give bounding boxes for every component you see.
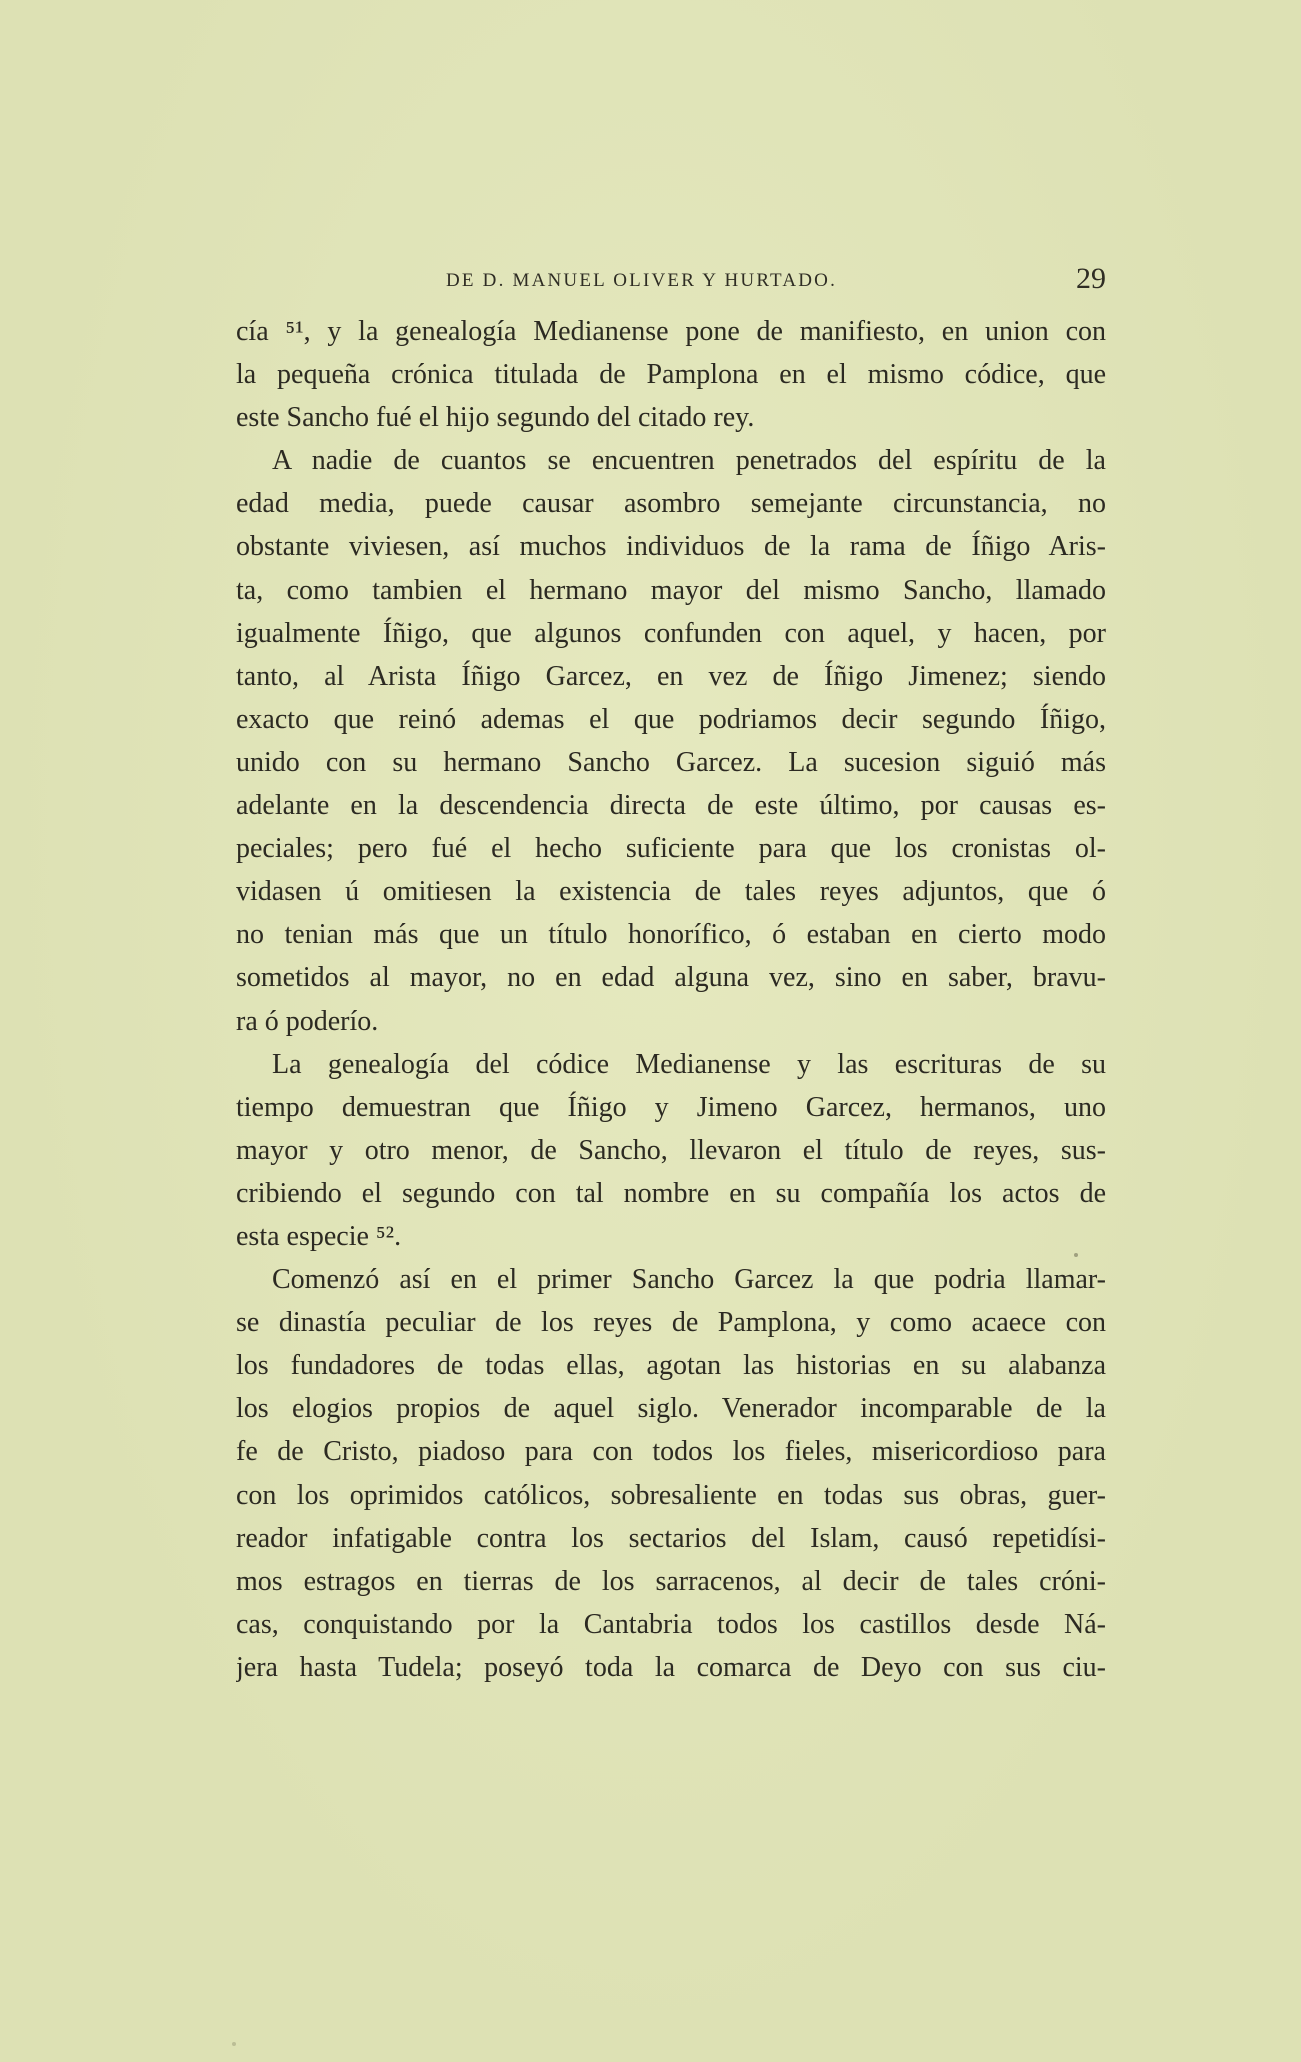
text-line: cribiendo el segundo con tal nombre en su compañía los actos de [236, 1177, 1106, 1209]
page-number: 29 [1076, 262, 1106, 295]
text-line: adelante en la descendencia directa de este último, por causas es- [236, 790, 1106, 822]
text-line: unido con su hermano Sancho Garcez. La sucesion siguió más [236, 746, 1106, 778]
text-line: edad media, puede causar asombro semejante circunstancia, no [236, 488, 1106, 520]
text-line: igualmente Íñigo, que algunos confunden con aquel, y hacen, por [236, 617, 1106, 649]
paper-speck [1074, 1253, 1078, 1257]
text-line: reador infatigable contra los sectarios del Islam, causó repetidísi- [236, 1522, 1106, 1554]
text-line: exacto que reinó ademas el que podriamos decir segundo Íñigo, [236, 703, 1106, 735]
page-header [236, 256, 1106, 296]
text-line: cas, conquistando por la Cantabria todos los castillos desde Ná- [236, 1608, 1106, 1640]
text-line: vidasen ú omitiesen la existencia de tales reyes adjuntos, que ó [236, 876, 1106, 908]
running-head: DE D. MANUEL OLIVER Y HURTADO. [446, 270, 838, 291]
text-line: jera hasta Tudela; poseyó toda la comarca de Deyo con sus ciu- [236, 1651, 1106, 1683]
text-line: tiempo demuestran que Íñigo y Jimeno Garcez, hermanos, uno [236, 1091, 1106, 1123]
text-line: mayor y otro menor, de Sancho, llevaron el título de reyes, sus- [236, 1134, 1106, 1166]
text-line: este Sancho fué el hijo segundo del citado rey. [236, 402, 755, 434]
text-line: mos estragos en tierras de los sarracenos, al decir de tales cróni- [236, 1565, 1106, 1597]
text-line: peciales; pero fué el hecho suficiente para que los cronistas ol- [236, 833, 1106, 865]
text-line: se dinastía peculiar de los reyes de Pamplona, y como acaece con [236, 1307, 1106, 1339]
text-line: ra ó poderío. [236, 1005, 379, 1037]
paragraph-start-line: A nadie de cuantos se encuentren penetrados del espíritu de la [272, 445, 1106, 477]
text-line: con los oprimidos católicos, sobresaliente en todas sus obras, guer- [236, 1479, 1106, 1511]
text-line: los fundadores de todas ellas, agotan las historias en su alabanza [236, 1350, 1106, 1382]
text-line: los elogios propios de aquel siglo. Venerador incomparable de la [236, 1393, 1106, 1425]
paragraph-start-line: Comenzó así en el primer Sancho Garcez la que podria llamar- [272, 1264, 1106, 1296]
paper-speck [232, 2042, 236, 2046]
text-line: fe de Cristo, piadoso para con todos los fieles, misericordioso para [236, 1436, 1106, 1468]
body-text [236, 310, 1106, 1689]
text-line: esta especie ⁵². [236, 1220, 402, 1252]
text-line: obstante viviesen, así muchos individuos de la rama de Íñigo Aris- [236, 531, 1106, 563]
text-line: la pequeña crónica titulada de Pamplona en el mismo códice, que [236, 359, 1106, 391]
text-line: cía ⁵¹, y la genealogía Medianense pone de manifiesto, en union con [236, 316, 1106, 347]
text-line: ta, como tambien el hermano mayor del mismo Sancho, llamado [236, 574, 1106, 606]
text-line: sometidos al mayor, no en edad alguna vez, sino en saber, bravu- [236, 962, 1106, 994]
text-line: tanto, al Arista Íñigo Garcez, en vez de Íñigo Jimenez; siendo [236, 660, 1106, 692]
paragraph-start-line: La genealogía del códice Medianense y las escrituras de su [272, 1048, 1106, 1080]
text-line: no tenian más que un título honorífico, ó estaban en cierto modo [236, 919, 1106, 951]
